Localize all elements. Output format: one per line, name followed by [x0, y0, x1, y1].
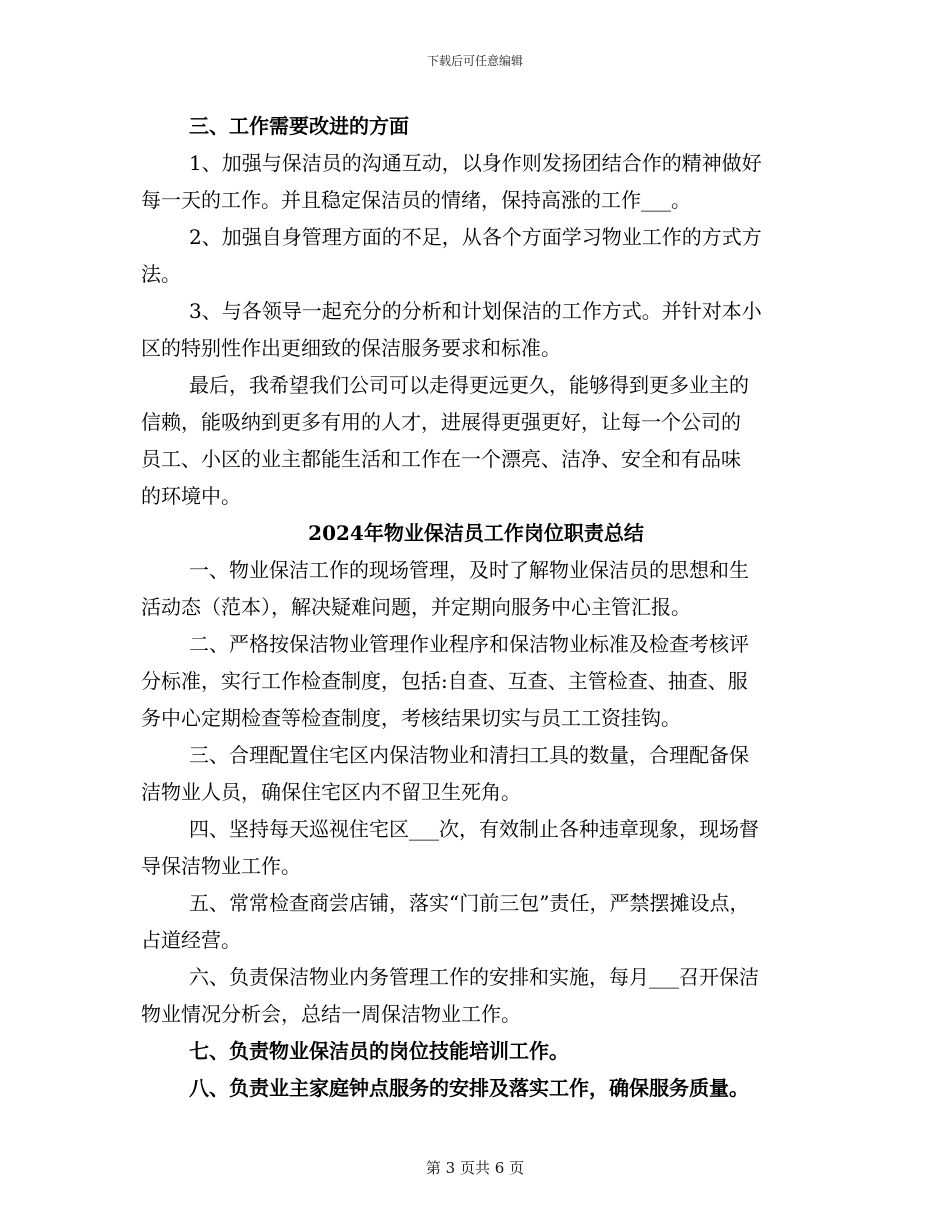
paragraph-line: 区的特别性作出更细致的保洁服务要求和标准。	[141, 336, 561, 360]
paragraph-line: 洁物业人员，确保住宅区内不留卫生死角。	[141, 780, 521, 804]
section-heading-improvements: 三、工作需要改进的方面	[189, 114, 409, 138]
paragraph-line: 每一天的工作。并且稳定保洁员的情绪，保持高涨的工作___。	[141, 188, 691, 212]
paragraph-line: 3、与各领导一起充分的分析和计划保洁的工作方式。并针对本小	[189, 299, 762, 323]
document-body	[141, 108, 811, 1107]
paragraph-line: 导保洁物业工作。	[141, 854, 301, 878]
paragraph-line: 1、加强与保洁员的沟通互动，以身作则发扬团结合作的精神做好	[189, 151, 762, 175]
page-footer: 第 3 页共 6 页	[425, 1159, 525, 1177]
bold-item-seven: 七、负责物业保洁员的岗位技能培训工作。	[189, 1039, 569, 1063]
paragraph-line: 2、加强自身管理方面的不足，从各个方面学习物业工作的方式方	[189, 225, 762, 249]
paragraph-line: 物业情况分析会，总结一周保洁物业工作。	[141, 1002, 521, 1026]
paragraph-line: 活动态（范本），解决疑难问题，并定期向服务中心主管汇报。	[141, 595, 691, 619]
paragraph-line: 占道经营。	[141, 928, 241, 952]
paragraph-line: 信赖，能吸纳到更多有用的人才，进展得更强更好，让每一个公司的	[141, 410, 741, 434]
paragraph-line: 最后，我希望我们公司可以走得更远更久，能够得到更多业主的	[189, 373, 749, 397]
paragraph-line: 务中心定期检查等检查制度，考核结果切实与员工工资挂钩。	[141, 706, 681, 730]
paragraph-line: 分标准，实行工作检查制度，包括:自查、互查、主管检查、抽查、服	[141, 669, 748, 693]
paragraph-line: 一、物业保洁工作的现场管理，及时了解物业保洁员的思想和生	[189, 558, 749, 582]
header-note: 下载后可任意编辑	[426, 54, 523, 68]
paragraph-line: 员工、小区的业主都能生活和工作在一个漂亮、洁净、安全和有品味	[141, 447, 741, 471]
paragraph-line: 三、合理配置住宅区内保洁物业和清扫工具的数量，合理配备保	[189, 743, 749, 767]
paragraph-line: 六、负责保洁物业内务管理工作的安排和实施，每月___召开保洁	[189, 965, 759, 989]
document-title: 2024年物业保洁员工作岗位职责总结	[308, 521, 644, 545]
paragraph-line: 五、常常检查商尝店铺，落实“门前三包”责任，严禁摆摊设点，	[189, 891, 750, 915]
paragraph-line: 四、坚持每天巡视住宅区___次，有效制止各种违章现象，现场督	[189, 817, 759, 841]
bold-item-eight: 八、负责业主家庭钟点服务的安排及落实工作，确保服务质量。	[189, 1076, 749, 1100]
paragraph-line: 的环境中。	[141, 484, 241, 508]
paragraph-line: 二、严格按保洁物业管理作业程序和保洁物业标准及检查考核评	[189, 632, 749, 656]
paragraph-line: 法。	[141, 262, 181, 286]
